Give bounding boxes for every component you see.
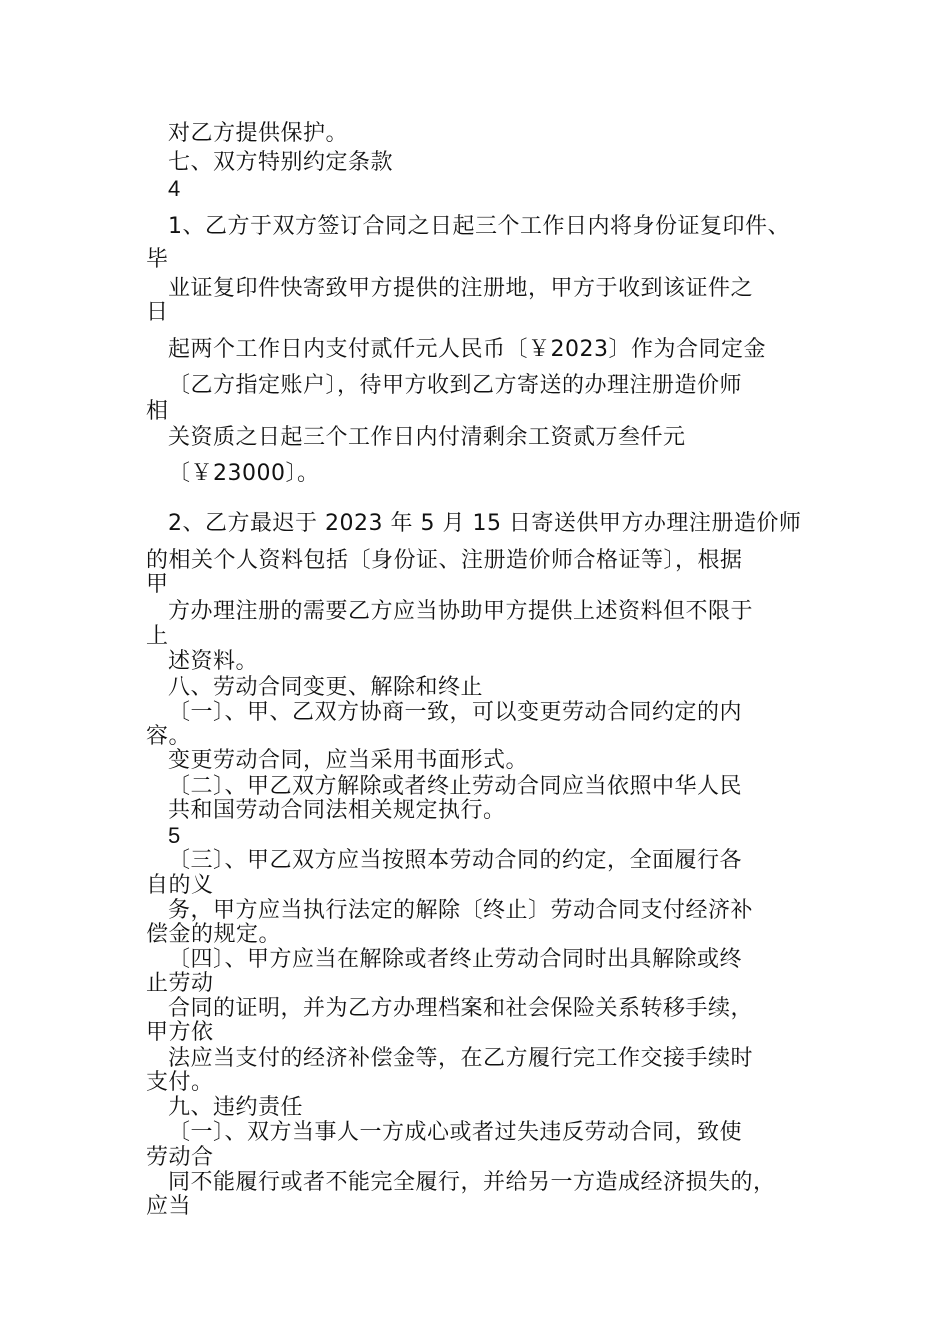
text-line: 支付。	[146, 1070, 214, 1095]
text-line: 起两个工作日内支付贰仟元人民币〔￥2023〕作为合同定金	[168, 337, 766, 362]
text-line: 止劳动	[146, 971, 214, 996]
text-line: 共和国劳动合同法相关规定执行。	[168, 798, 506, 823]
text-line: 容。	[146, 724, 192, 749]
section-heading: 八、劳动合同变更、解除和终止	[168, 675, 484, 700]
text-line: 应当	[146, 1194, 192, 1219]
text-line: 法应当支付的经济补偿金等，在乙方履行完工作交接手续时	[168, 1046, 754, 1071]
text-line: 日	[146, 300, 169, 325]
text-line: 的相关个人资料包括〔身份证、注册造价师合格证等〕，根据	[146, 548, 743, 573]
text-line: 对乙方提供保护。	[168, 121, 349, 146]
text-line: 〔乙方指定账户〕，待甲方收到乙方寄送的办理注册造价师	[168, 373, 743, 398]
text-line: 自的义	[146, 873, 214, 898]
text-line: 〔二〕、甲乙双方解除或者终止劳动合同应当依照中华人民	[168, 774, 743, 799]
text-line: 变更劳动合同，应当采用书面形式。	[168, 748, 529, 773]
text-line: 业证复印件快寄致甲方提供的注册地，甲方于收到该证件之	[168, 276, 754, 301]
text-line: 述资料。	[168, 649, 259, 674]
text-line: 〔￥23000〕。	[168, 461, 320, 486]
text-line: 相	[146, 399, 169, 424]
text-line: 2、乙方最迟于 2023 年 5 月 15 日寄送供甲方办理注册造价师	[168, 511, 802, 536]
text-line: 合同的证明，并为乙方办理档案和社会保险关系转移手续，	[168, 996, 754, 1021]
text-line: 劳动合	[146, 1145, 214, 1170]
text-line: 〔三〕、甲乙双方应当按照本劳动合同的约定，全面履行各	[168, 848, 743, 873]
section-heading: 七、双方特别约定条款	[168, 150, 394, 175]
text-line: 方办理注册的需要乙方应当协助甲方提供上述资料但不限于	[168, 599, 754, 624]
text-line: 偿金的规定。	[146, 922, 282, 947]
text-line: 甲方依	[146, 1020, 214, 1045]
text-line: 〔一〕、双方当事人一方成心或者过失违反劳动合同，致使	[168, 1120, 743, 1145]
text-line: 1、乙方于双方签订合同之日起三个工作日内将身份证复印件、	[168, 214, 790, 239]
text-line: 关资质之日起三个工作日内付清剩余工资贰万叁仟元	[168, 425, 686, 450]
section-heading: 九、违约责任	[168, 1095, 304, 1120]
text-line: 甲	[146, 572, 169, 597]
page-number: 4	[168, 176, 181, 201]
text-line: 〔四〕、甲方应当在解除或者终止劳动合同时出具解除或终	[168, 947, 743, 972]
text-line: 毕	[146, 247, 169, 272]
text-line: 〔一〕、甲、乙双方协商一致，可以变更劳动合同约定的内	[168, 700, 743, 725]
text-line: 务，甲方应当执行法定的解除〔终止〕劳动合同支付经济补	[168, 898, 754, 923]
text-line: 同不能履行或者不能完全履行，并给另一方造成经济损失的，	[168, 1170, 776, 1195]
text-line: 上	[146, 624, 169, 649]
page-number: 5	[168, 823, 181, 848]
